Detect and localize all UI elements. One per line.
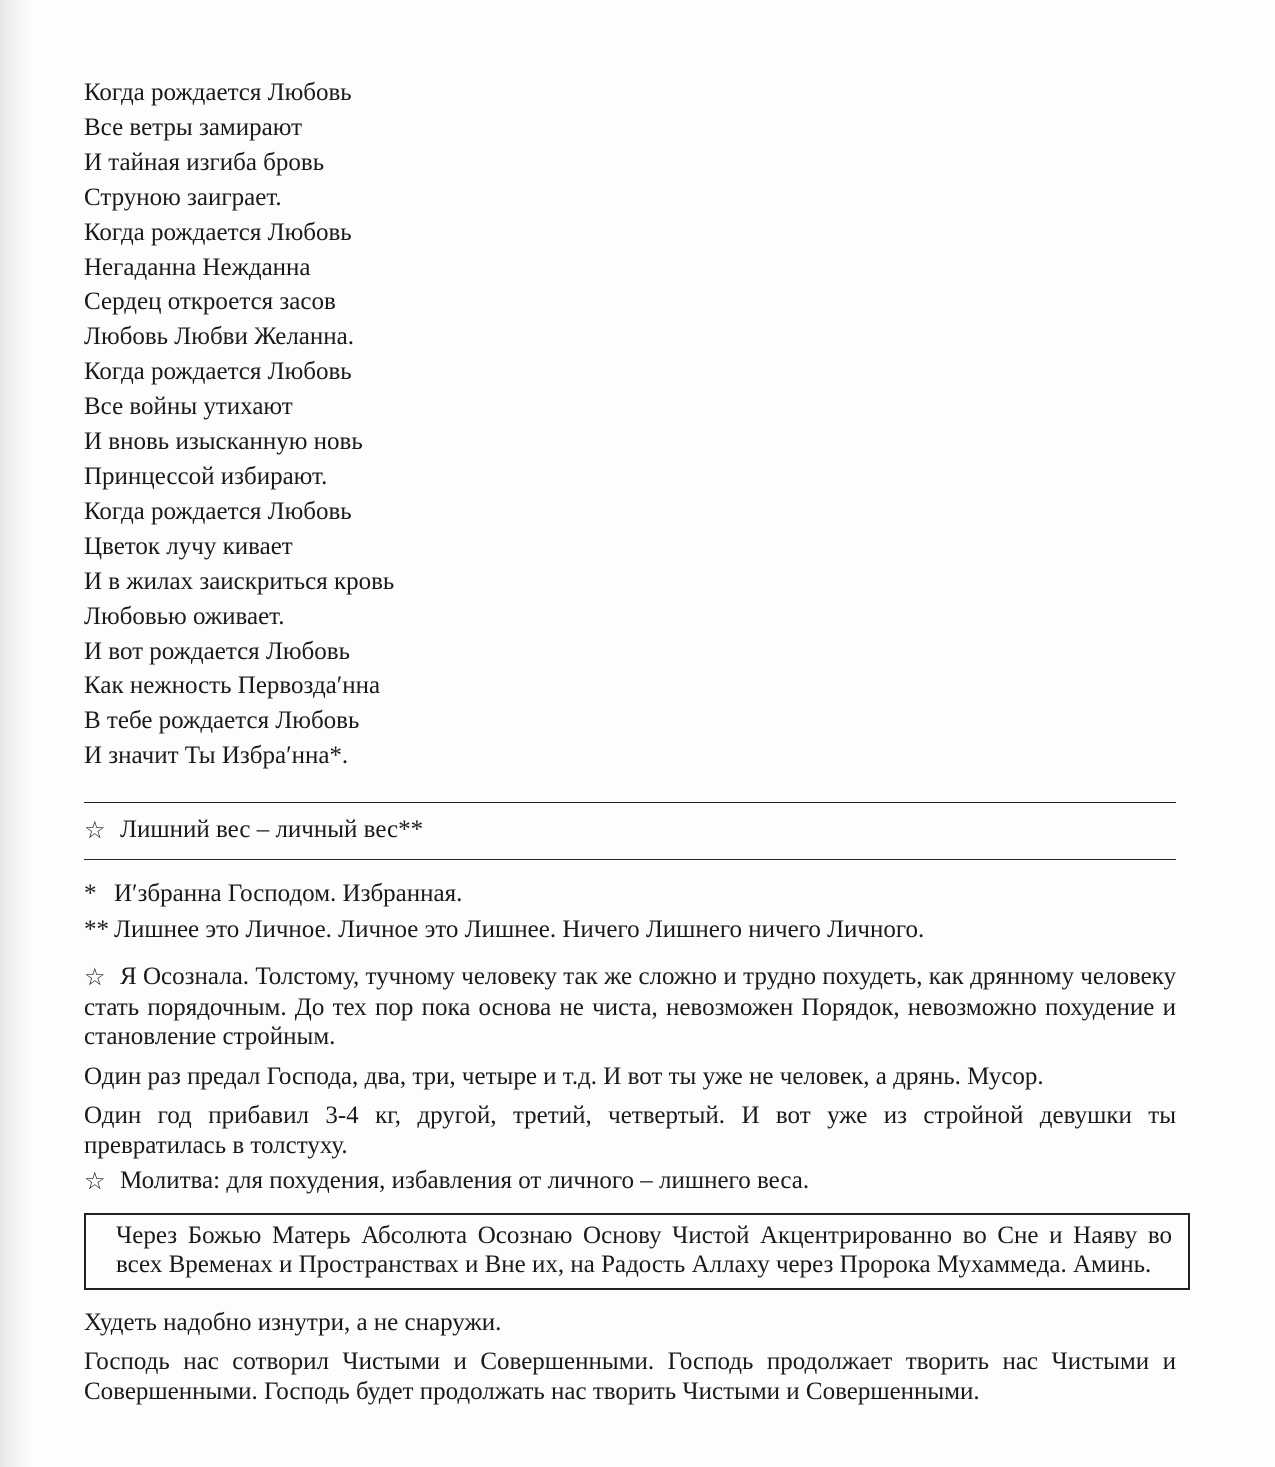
poem xyxy=(84,76,1176,774)
poem-line: В тебе рождается Любовь xyxy=(84,707,360,735)
poem-line: Любовью оживает. xyxy=(84,602,285,630)
poem-line: Сердец откроется засов xyxy=(84,288,336,316)
paragraph-inside: Худеть надобно изнутри, а не снаружи. xyxy=(84,1308,502,1336)
footnotes xyxy=(84,876,1176,948)
poem-line: Негаданна Нежданна xyxy=(84,253,311,281)
poem-line: Струною заиграет. xyxy=(84,183,282,211)
poem-line: И вот рождается Любовь xyxy=(84,637,350,665)
paragraph-betrayal: Один раз предал Господа, два, три, четыре и т.д. И вот ты уже не человек, а дрянь. Мусор. xyxy=(84,1062,1044,1090)
section-heading-text: Лишний вес – личный вес** xyxy=(120,816,424,844)
poem-line: Когда рождается Любовь xyxy=(84,358,352,386)
footnote xyxy=(84,876,1176,912)
poem-line: Все войны утихают xyxy=(84,393,293,421)
star-icon: ☆ xyxy=(84,1167,106,1196)
poem-line: Когда рождается Любовь xyxy=(84,79,352,106)
document-page xyxy=(84,76,1176,1406)
paragraph-text: Я Осознала. Толстому, тучному человеку так же сложно и трудно похудеть, как дрянному человеку стать порядочным. До тех пор пока основа не чиста, невозможен Порядок, невозможно похудение и становление стройным. xyxy=(84,963,1176,1051)
poem-line: Все ветры замирают xyxy=(84,113,302,141)
page-edge-shadow xyxy=(0,0,30,1467)
footnote-marker: * xyxy=(84,880,97,908)
star-icon: ☆ xyxy=(84,816,106,845)
prayer-box: Через Божью Матерь Абсолюта Осознаю Основу Чистой Акцентрированно во Сне и Наяву во всех Временах и Пространствах и Вне их, на Радость Аллаху через Пророка Мухаммеда. Аминь. xyxy=(84,1213,1190,1290)
footnote-text: Лишнее это Личное. Личное это Лишнее. Ничего Лишнего ничего Личного. xyxy=(114,916,925,944)
paragraph-realization xyxy=(84,962,1176,1052)
footnote xyxy=(84,912,1176,948)
poem-line: И тайная изгиба бровь xyxy=(84,148,325,176)
poem-line: И в жилах заискриться кровь xyxy=(84,567,395,595)
footnote-marker: ** xyxy=(84,916,109,944)
section-heading xyxy=(84,803,1176,859)
paragraph-prayer-intro xyxy=(84,1166,1176,1197)
paragraph-weight-gain: Один год прибавил 3-4 кг, другой, третий, четвертый. И вот уже из стройной девушки ты превратилась в толстуху. xyxy=(84,1102,1176,1159)
divider-bottom xyxy=(84,859,1176,860)
poem-line: Как нежность Первозда′нна xyxy=(84,672,381,700)
poem-line: Когда рождается Любовь xyxy=(84,497,352,525)
poem-line: Любовь Любви Желанна. xyxy=(84,323,354,351)
footnote-text: И′збранна Господом. Избранная. xyxy=(114,880,463,908)
poem-line: Цветок лучу кивает xyxy=(84,532,293,560)
poem-line: И значит Ты Избра′нна*. xyxy=(84,742,349,770)
star-icon: ☆ xyxy=(84,963,106,992)
poem-line: Принцессой избирают. xyxy=(84,462,328,490)
paragraph-creation: Господь нас сотворил Чистыми и Совершенными. Господь продолжает творить нас Чистыми и Совершенными. Господь будет продолжать нас творить Чистыми и Совершенными. xyxy=(84,1348,1176,1405)
poem-line: Когда рождается Любовь xyxy=(84,218,352,246)
poem-line: И вновь изысканную новь xyxy=(84,428,363,456)
paragraph-text: Молитва: для похудения, избавления от личного – лишнего веса. xyxy=(120,1167,810,1195)
